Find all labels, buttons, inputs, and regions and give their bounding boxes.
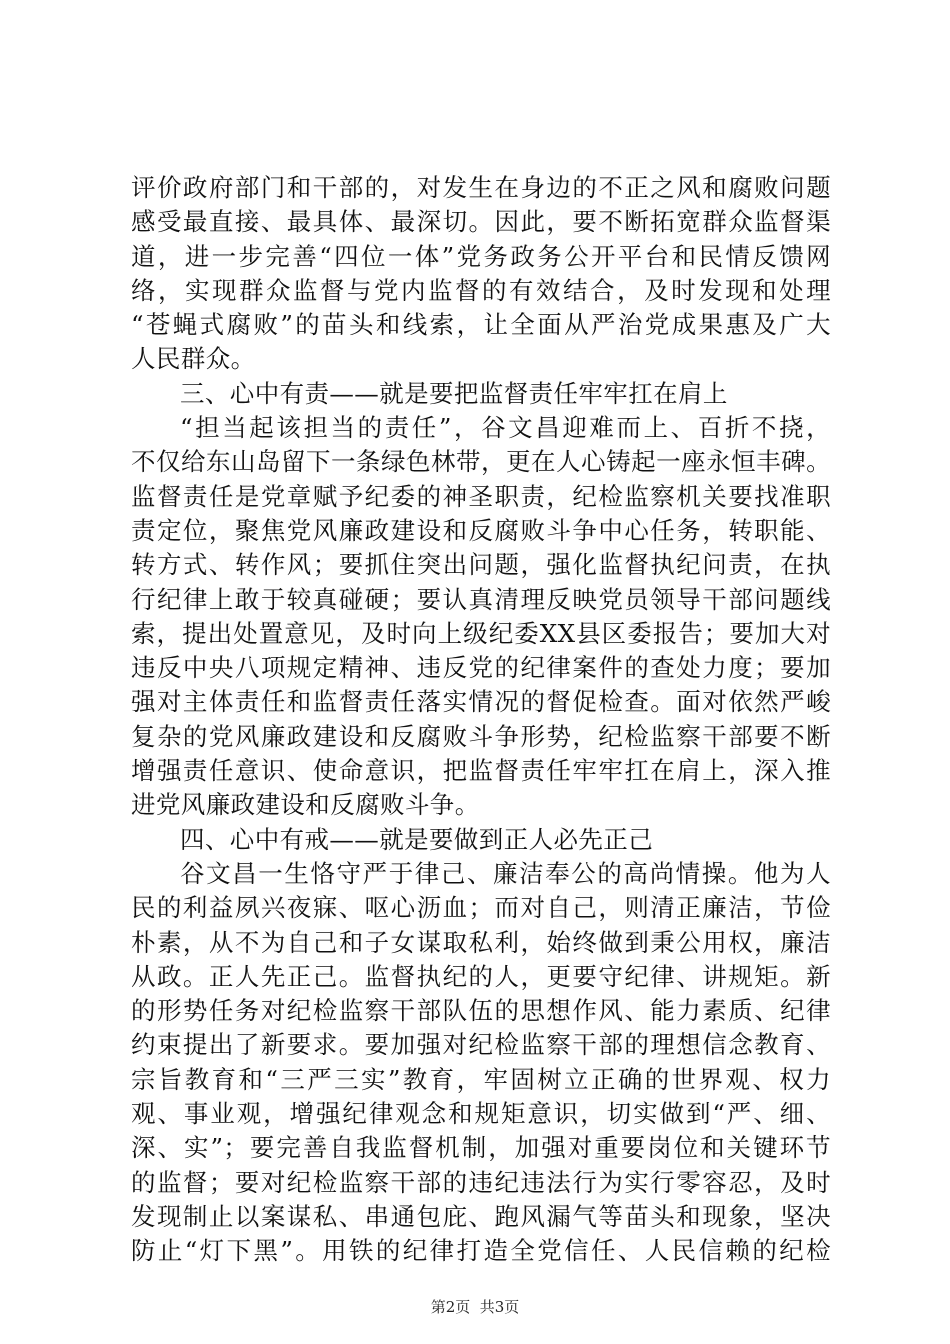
text-line: 感受最直接、最具体、最深切。因此，要不断拓宽群众监督渠 [131,207,831,237]
text-line: 深、实”；要完善自我监督机制，加强对重要岗位和关键环节 [131,1133,831,1163]
text-line: 不仅给东山岛留下一条绿色林带，更在人心铸起一座永恒丰碑。 [131,447,831,477]
text-line: 进党风廉政建设和反腐败斗争。 [131,790,480,820]
text-line: 从政。正人先正己。监督执纪的人，更要守纪律、讲规矩。新 [131,961,831,991]
text-line: 违反中央八项规定精神、违反党的纪律案件的查处力度；要加 [131,653,831,683]
text-line: 强对主体责任和监督责任落实情况的督促检查。面对依然严峻 [131,687,831,717]
text-line: 索，提出处置意见，及时向上级纪委XX县区委报告；要加大对 [131,618,831,648]
section-heading: 四、心中有戒——就是要做到正人必先正己 [180,824,654,854]
text-line: “苍蝇式腐败”的苗头和线索，让全面从严治党成果惠及广大 [131,310,831,340]
text-line: 发现制止以案谋私、串通包庇、跑风漏气等苗头和现象，坚决 [131,1201,831,1231]
text-line: 监督责任是党章赋予纪委的神圣职责，纪检监察机关要找准职 [131,481,831,511]
document-body [131,171,831,1269]
page-number-footer: 第2页 共3页 [430,1298,520,1316]
text-line: 防止“灯下黑”。用铁的纪律打造全党信任、人民信赖的纪检 [131,1236,831,1266]
section-heading: 三、心中有责——就是要把监督责任牢牢扛在肩上 [180,378,728,408]
text-line: 宗旨教育和“三严三实”教育，牢固树立正确的世界观、权力 [131,1064,831,1094]
text-line: 民的利益夙兴夜寐、呕心沥血；而对自己，则清正廉洁，节俭 [131,893,831,923]
text-line: 谷文昌一生恪守严于律己、廉洁奉公的高尚情操。他为人 [180,858,831,888]
text-line: 责定位，聚焦党风廉政建设和反腐败斗争中心任务，转职能、 [131,515,831,545]
text-line: “担当起该担当的责任”，谷文昌迎难而上、百折不挠， [180,413,831,443]
text-line: 道，进一步完善“四位一体”党务政务公开平台和民情反馈网 [131,241,831,271]
text-line: 的监督；要对纪检监察干部的违纪违法行为实行零容忍，及时 [131,1167,831,1197]
text-line: 转方式、转作风；要抓住突出问题，强化监督执纪问责，在执 [131,550,831,580]
text-line: 朴素，从不为自己和子女谋取私利，始终做到秉公用权，廉洁 [131,927,831,957]
text-line: 评价政府部门和干部的，对发生在身边的不正之风和腐败问题 [131,173,831,202]
text-line: 约束提出了新要求。要加强对纪检监察干部的理想信念教育、 [131,1030,831,1060]
text-line: 复杂的党风廉政建设和反腐败斗争形势，纪检监察干部要不断 [131,721,831,751]
text-line: 人民群众。 [131,344,256,374]
text-line: 的形势任务对纪检监察干部队伍的思想作风、能力素质、纪律 [131,996,831,1026]
text-line: 增强责任意识、使命意识，把监督责任牢牢扛在肩上，深入推 [131,756,831,786]
text-line: 行纪律上敢于较真碰硬；要认真清理反映党员领导干部问题线 [131,584,831,614]
text-line: 络，实现群众监督与党内监督的有效结合，及时发现和处理 [131,275,831,305]
text-line: 观、事业观，增强纪律观念和规矩意识，切实做到“严、细、 [131,1099,831,1129]
